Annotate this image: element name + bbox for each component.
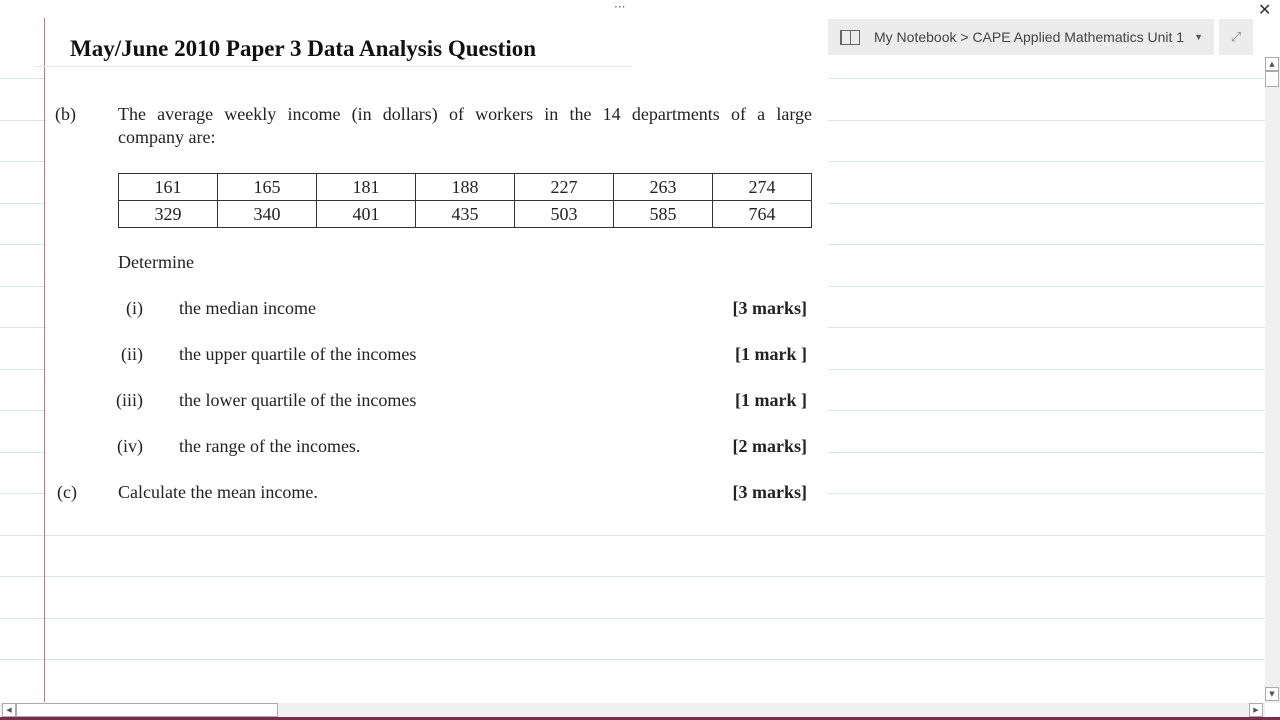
part-c-label: (c) (57, 482, 77, 502)
table-cell: 764 (713, 201, 812, 228)
vertical-scroll-thumb[interactable] (1265, 71, 1279, 87)
part-text: the range of the incomes. (179, 436, 361, 456)
income-table (118, 173, 812, 228)
part-b-line2: company are: (118, 127, 216, 147)
part-marks: [2 marks] (732, 436, 807, 456)
table-cell: 274 (713, 174, 812, 201)
rule-line (0, 535, 1265, 536)
rule-line (0, 576, 1265, 577)
table-cell: 188 (416, 174, 515, 201)
table-cell: 340 (218, 201, 317, 228)
rule-line (0, 618, 1265, 619)
breadcrumb-text: My Notebook > CAPE Applied Mathematics Unit 1 (874, 29, 1185, 45)
table-cell: 227 (515, 174, 614, 201)
chevron-down-icon[interactable]: ▼ (1194, 32, 1204, 42)
notebook-icon (840, 30, 860, 45)
table-row (119, 201, 812, 228)
expand-button[interactable]: ⤢ (1219, 19, 1253, 55)
vertical-scrollbar[interactable] (1265, 57, 1280, 703)
more-options-button[interactable]: ··· (614, 0, 626, 14)
part-c-marks: [3 marks] (732, 482, 807, 502)
part-text: the median income (179, 298, 316, 318)
page-title[interactable]: May/June 2010 Paper 3 Data Analysis Question (70, 36, 536, 61)
part-b-label: (b) (55, 104, 76, 124)
part-marks: [1 mark ] (735, 390, 807, 410)
part-b-line1: The average weekly income (in dollars) of workers in the 14 departments of a large (118, 104, 812, 124)
close-button[interactable]: ✕ (1258, 0, 1272, 19)
part-c-text: Calculate the mean income. (118, 482, 318, 502)
table-cell: 165 (218, 174, 317, 201)
table-cell: 181 (317, 174, 416, 201)
scroll-up-icon[interactable]: ▲ (1265, 57, 1279, 71)
horizontal-scroll-thumb[interactable] (16, 703, 278, 717)
part-marks: [1 mark ] (735, 344, 807, 364)
part-number: (ii) (121, 344, 143, 364)
scroll-down-icon[interactable]: ▼ (1265, 687, 1279, 701)
table-cell: 401 (317, 201, 416, 228)
horizontal-scrollbar[interactable] (0, 703, 1265, 717)
table-cell: 435 (416, 201, 515, 228)
part-text: the upper quartile of the incomes (179, 344, 417, 364)
scroll-right-icon[interactable]: ▶ (1249, 703, 1263, 717)
notebook-breadcrumb[interactable] (828, 19, 1214, 55)
part-number: (iii) (116, 390, 143, 410)
table-cell: 585 (614, 201, 713, 228)
determine-label: Determine (118, 252, 194, 272)
table-cell: 263 (614, 174, 713, 201)
part-number: (iv) (117, 436, 143, 456)
table-row (119, 174, 812, 201)
part-marks: [3 marks] (732, 298, 807, 318)
table-cell: 503 (515, 201, 614, 228)
part-text: the lower quartile of the incomes (179, 390, 417, 410)
table-cell: 329 (119, 201, 218, 228)
table-cell: 161 (119, 174, 218, 201)
part-number: (i) (126, 298, 143, 318)
rule-line (0, 659, 1265, 660)
scroll-left-icon[interactable]: ◀ (2, 703, 16, 717)
